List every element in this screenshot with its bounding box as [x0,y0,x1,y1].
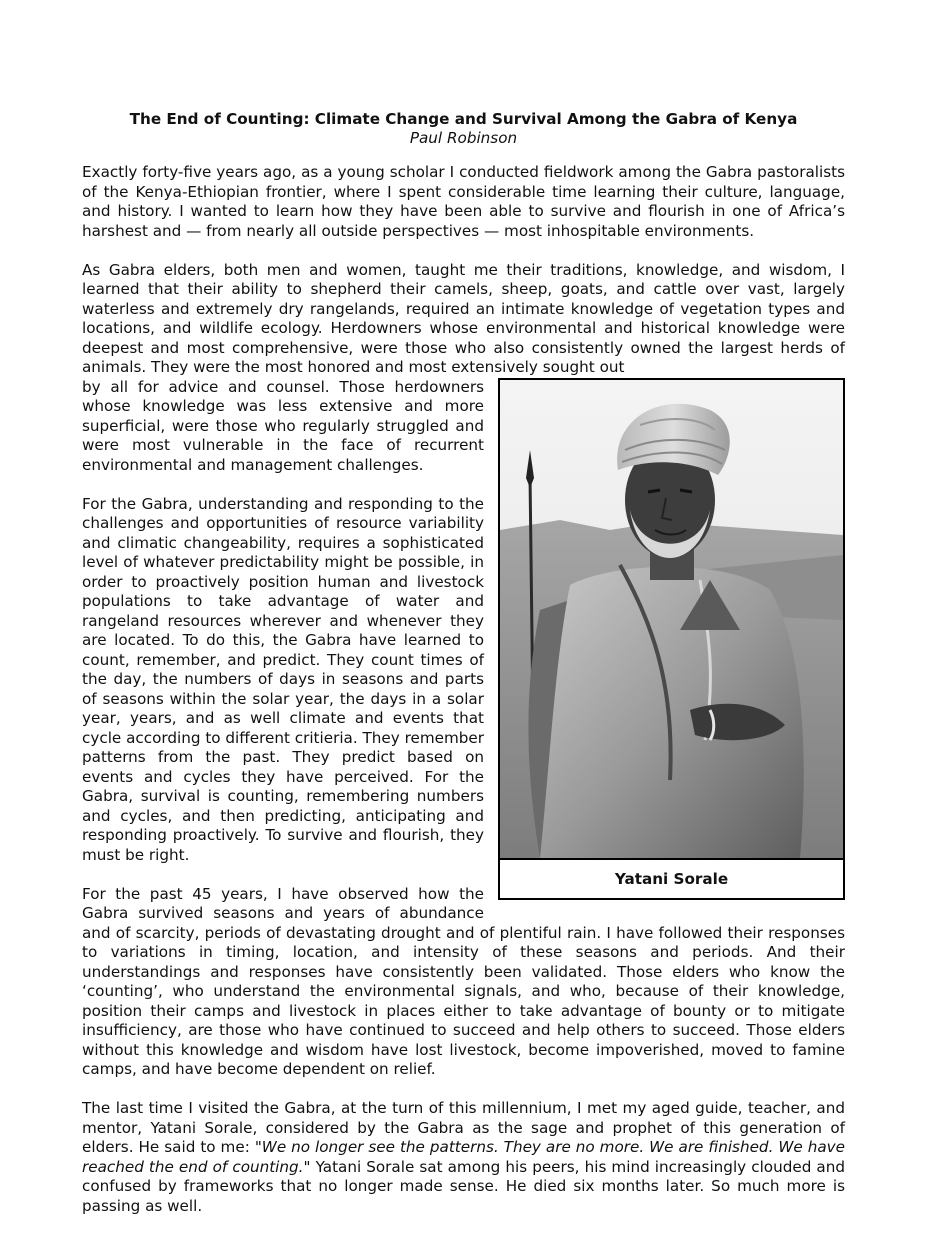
paragraph-5 [82,1099,845,1216]
article-body [82,163,845,1236]
paragraph-4: For the past 45 years, I have observed how the Gabra survived seasons and years of abundance and of scarcity, periods of devastating drought and of plentiful rain. I have followed their responses to variations in timing, location, and intensity of these seasons and periods. And their understandings and responses have consistently been validated. Those elders who know the ‘counting’, who understand the environmental signals, and who, because of their knowledge, position their camps and livestock in places either to take advantage of bounty or to mitigate insufficiency, are those who have continued to succeed and help others to succeed. Those elders without this knowledge and wisdom have lost livestock, become impoverished, moved to famine camps, and have become dependent on relief. [82,884,845,1078]
paragraph-2-continued: by all for advice and counsel. Those herdowners whose knowledge was less extensive and more superficial, were those who regularly struggled and were most vulnerable in the face of recurrent environmental and management challenges. [82,377,484,474]
portrait-figure [498,378,845,900]
portrait-photo [500,380,843,858]
figure-caption: Yatani Sorale [500,858,843,900]
elder-quote: "We no longer see the patterns. They are no more. We are finished. We have reached the end of counting." [82,1138,845,1176]
paragraph-2-top: As Gabra elders, both men and women, taught me their traditions, knowledge, and wisdom, I learned that their ability to shepherd their camels, sheep, goats, and cattle over vast, largely waterless and extremely dry rangelands, required an intimate knowledge of vegetation types and locations, and wildlife ecology. Herdowners whose environmental and historical knowledge were deepest and most comprehensive, were those who also consistently owned the largest herds of animals. They were the most honored and most extensively sought out [82,260,845,376]
document-author: Paul Robinson [409,129,518,147]
document-title: The End of Counting: Climate Change and Survival Among the Gabra of Kenya [129,110,798,128]
paragraph-5-end: Yatani Sorale sat among his peers, his mind increasingly clouded and confused by frameworks that no longer made sense. He died six months later. So much more is passing as well. [82,1157,845,1215]
paragraph-1: Exactly forty-five years ago, as a young scholar I conducted fieldwork among the Gabra pastoralists of the Kenya-Ethiopian frontier, where I spent considerable time learning their culture, language, and history. I wanted to learn how they have been able to survive and flourish in one of Africa’s harshest and — from nearly all outside perspectives — most inhospitable environments. [82,163,845,240]
paragraph-5-start: The last time I visited the Gabra, at the turn of this millennium, I met my aged guide, teacher, and mentor, Yatani Sorale, considered by the Gabra as the sage and prophet of this generation of elders. He said to me: [82,1099,845,1156]
paragraph-3: For the Gabra, understanding and responding to the challenges and opportunities of resource variability and climatic changeability, requires a sophisticated level of whatever predictability might be possible, in order to proactively position human and livestock populations to take advantage of water and rangeland resources wherever and whenever they are located. To do this, the Gabra have learned to count, remember, and predict. They count times of the day, the numbers of days in seasons and parts of seasons within the solar year, the days in a solar year, years, and as well climate and events that cycle according to different critieria. They remember patterns from the past. They predict based on events and cycles they have perceived. For the Gabra, survival is counting, remembering numbers and cycles, and then predicting, anticipating and responding proactively. To survive and flourish, they must be right. [82,494,484,864]
